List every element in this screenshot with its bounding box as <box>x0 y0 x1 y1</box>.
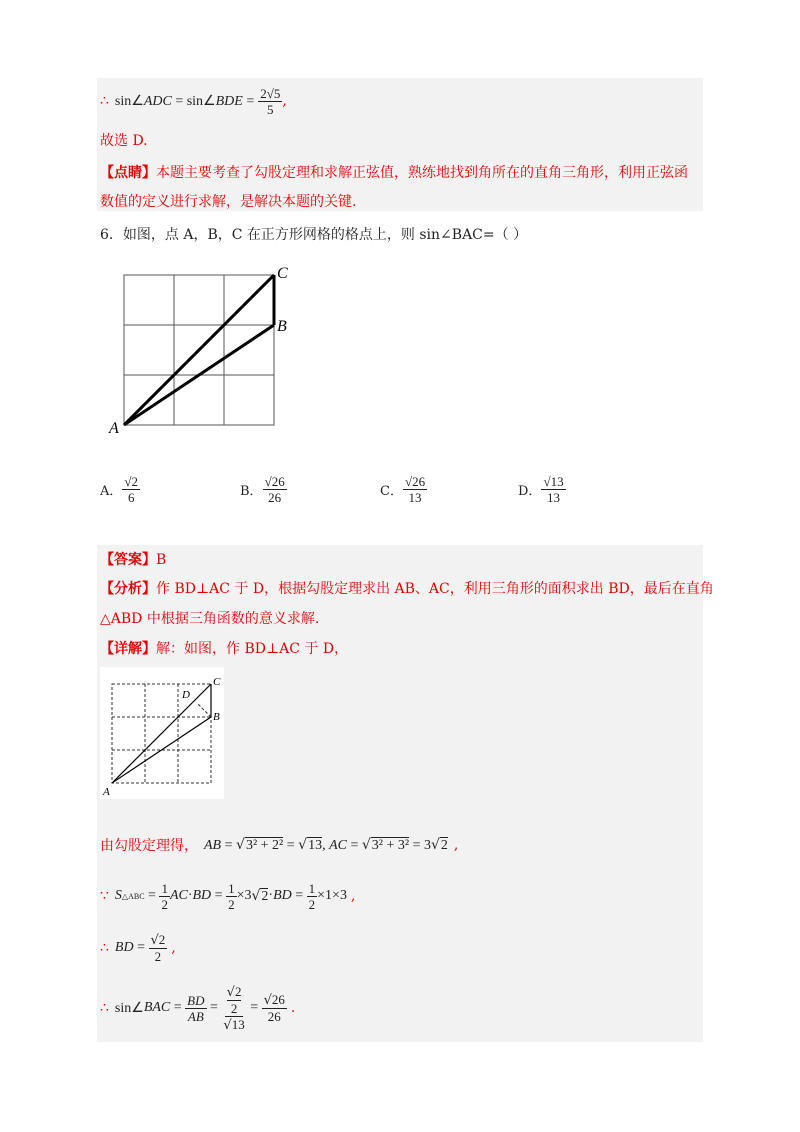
step-1-suffix: , <box>453 837 459 853</box>
triangle-abc <box>124 275 274 425</box>
analysis-line-2: △ABD 中根据三角函数的意义求解. <box>100 611 320 627</box>
step-4-suffix: . <box>290 1000 296 1016</box>
choice-line: 故选 D. <box>100 133 148 149</box>
option-fraction: $\frac{√26}{13}$ <box>404 474 426 505</box>
question-text: 6．如图，点 A，B，C 在正方形网格的格点上，则 sin∠BAC=（ ） <box>100 227 528 243</box>
detail-line <box>100 638 348 658</box>
step-1-text: 由勾股定理得， <box>100 838 198 854</box>
step-1-line <box>100 828 458 862</box>
label-b: B <box>277 318 287 335</box>
label-a: A <box>109 420 119 437</box>
comment-line-1 <box>100 162 688 182</box>
step-1-math: AB = √3² + 2² = √13, AC = √3² + 3² = 3√2 <box>204 836 448 853</box>
option-letter: C． <box>380 484 403 499</box>
label-c: C <box>213 676 221 688</box>
step-3-math: BD = $\frac{√2}{2}$ <box>114 932 166 964</box>
comment-text-1: 本题主要考查了勾股定理和求解正弦值，熟练地找到角所在的直角三角形，利用正弦函 <box>156 165 688 181</box>
answer-value: B <box>156 552 167 568</box>
option-a[interactable] <box>100 474 140 505</box>
option-fraction: $\frac{√13}{13}$ <box>543 474 564 505</box>
label-a: A <box>103 786 110 798</box>
label-d: D <box>182 689 190 701</box>
step-2-math: S △ABC = $\frac{1}{2}$ AC · BD = $\frac{1}{2}$ ×3 √ 2 · BD = $\frac{1}{2}$ ×1×3 <box>114 880 347 912</box>
option-d[interactable] <box>518 474 566 505</box>
because-symbol: ∵ <box>100 888 109 904</box>
step-3-suffix: , <box>171 940 176 956</box>
option-b[interactable] <box>240 474 287 505</box>
step-2-line <box>100 877 355 915</box>
option-letter: D． <box>518 484 542 499</box>
step-4-math: sin∠ BAC = $\frac{BD}{AB}$ = √2 2 √13 = $\frac{√26}{26}$ <box>114 983 285 1033</box>
therefore-symbol: ∴ <box>100 940 109 956</box>
therefore-symbol: ∴ <box>100 93 109 109</box>
conclusion-line <box>100 84 287 118</box>
step-4-line <box>100 982 295 1034</box>
comment-tag: 【点睛】 <box>100 165 156 181</box>
step-2-suffix: , <box>350 888 356 904</box>
option-letter: A． <box>100 484 123 499</box>
label-c: C <box>277 265 288 282</box>
step-3-line <box>100 928 176 968</box>
fraction-denominator: 5 <box>267 101 274 117</box>
analysis-line-1 <box>100 578 714 598</box>
analysis-text-1: 作 BD⊥AC 于 D，根据勾股定理求出 AB、AC，利用三角形的面积求出 BD，最后在直角 <box>156 581 714 597</box>
option-c[interactable] <box>380 474 427 505</box>
therefore-symbol: ∴ <box>100 1000 109 1016</box>
option-fraction: $\frac{√26}{26}$ <box>264 474 285 505</box>
question-grid-figure <box>100 258 300 438</box>
answer-line <box>100 549 166 569</box>
comma: , <box>282 93 287 109</box>
detail-tag: 【详解】 <box>100 641 156 657</box>
comment-line-2: 数值的定义进行求解，是解决本题的关键. <box>100 194 357 210</box>
detail-text: 解：如图，作 BD⊥AC 于 D， <box>156 641 349 657</box>
sin-equality: sin∠ADC = sin∠BDE = <box>114 93 255 109</box>
triangle-abc-solution <box>112 684 211 783</box>
fraction-2root5-over-5 <box>258 86 282 117</box>
option-fraction: $\frac{√2}{6}$ <box>124 474 139 505</box>
analysis-tag: 【分析】 <box>100 581 156 597</box>
answer-tag: 【答案】 <box>100 552 156 568</box>
fraction-numerator: 2√5 <box>260 85 281 101</box>
label-b: B <box>213 711 220 723</box>
solution-grid-figure <box>100 667 224 799</box>
option-letter: B． <box>240 484 263 499</box>
